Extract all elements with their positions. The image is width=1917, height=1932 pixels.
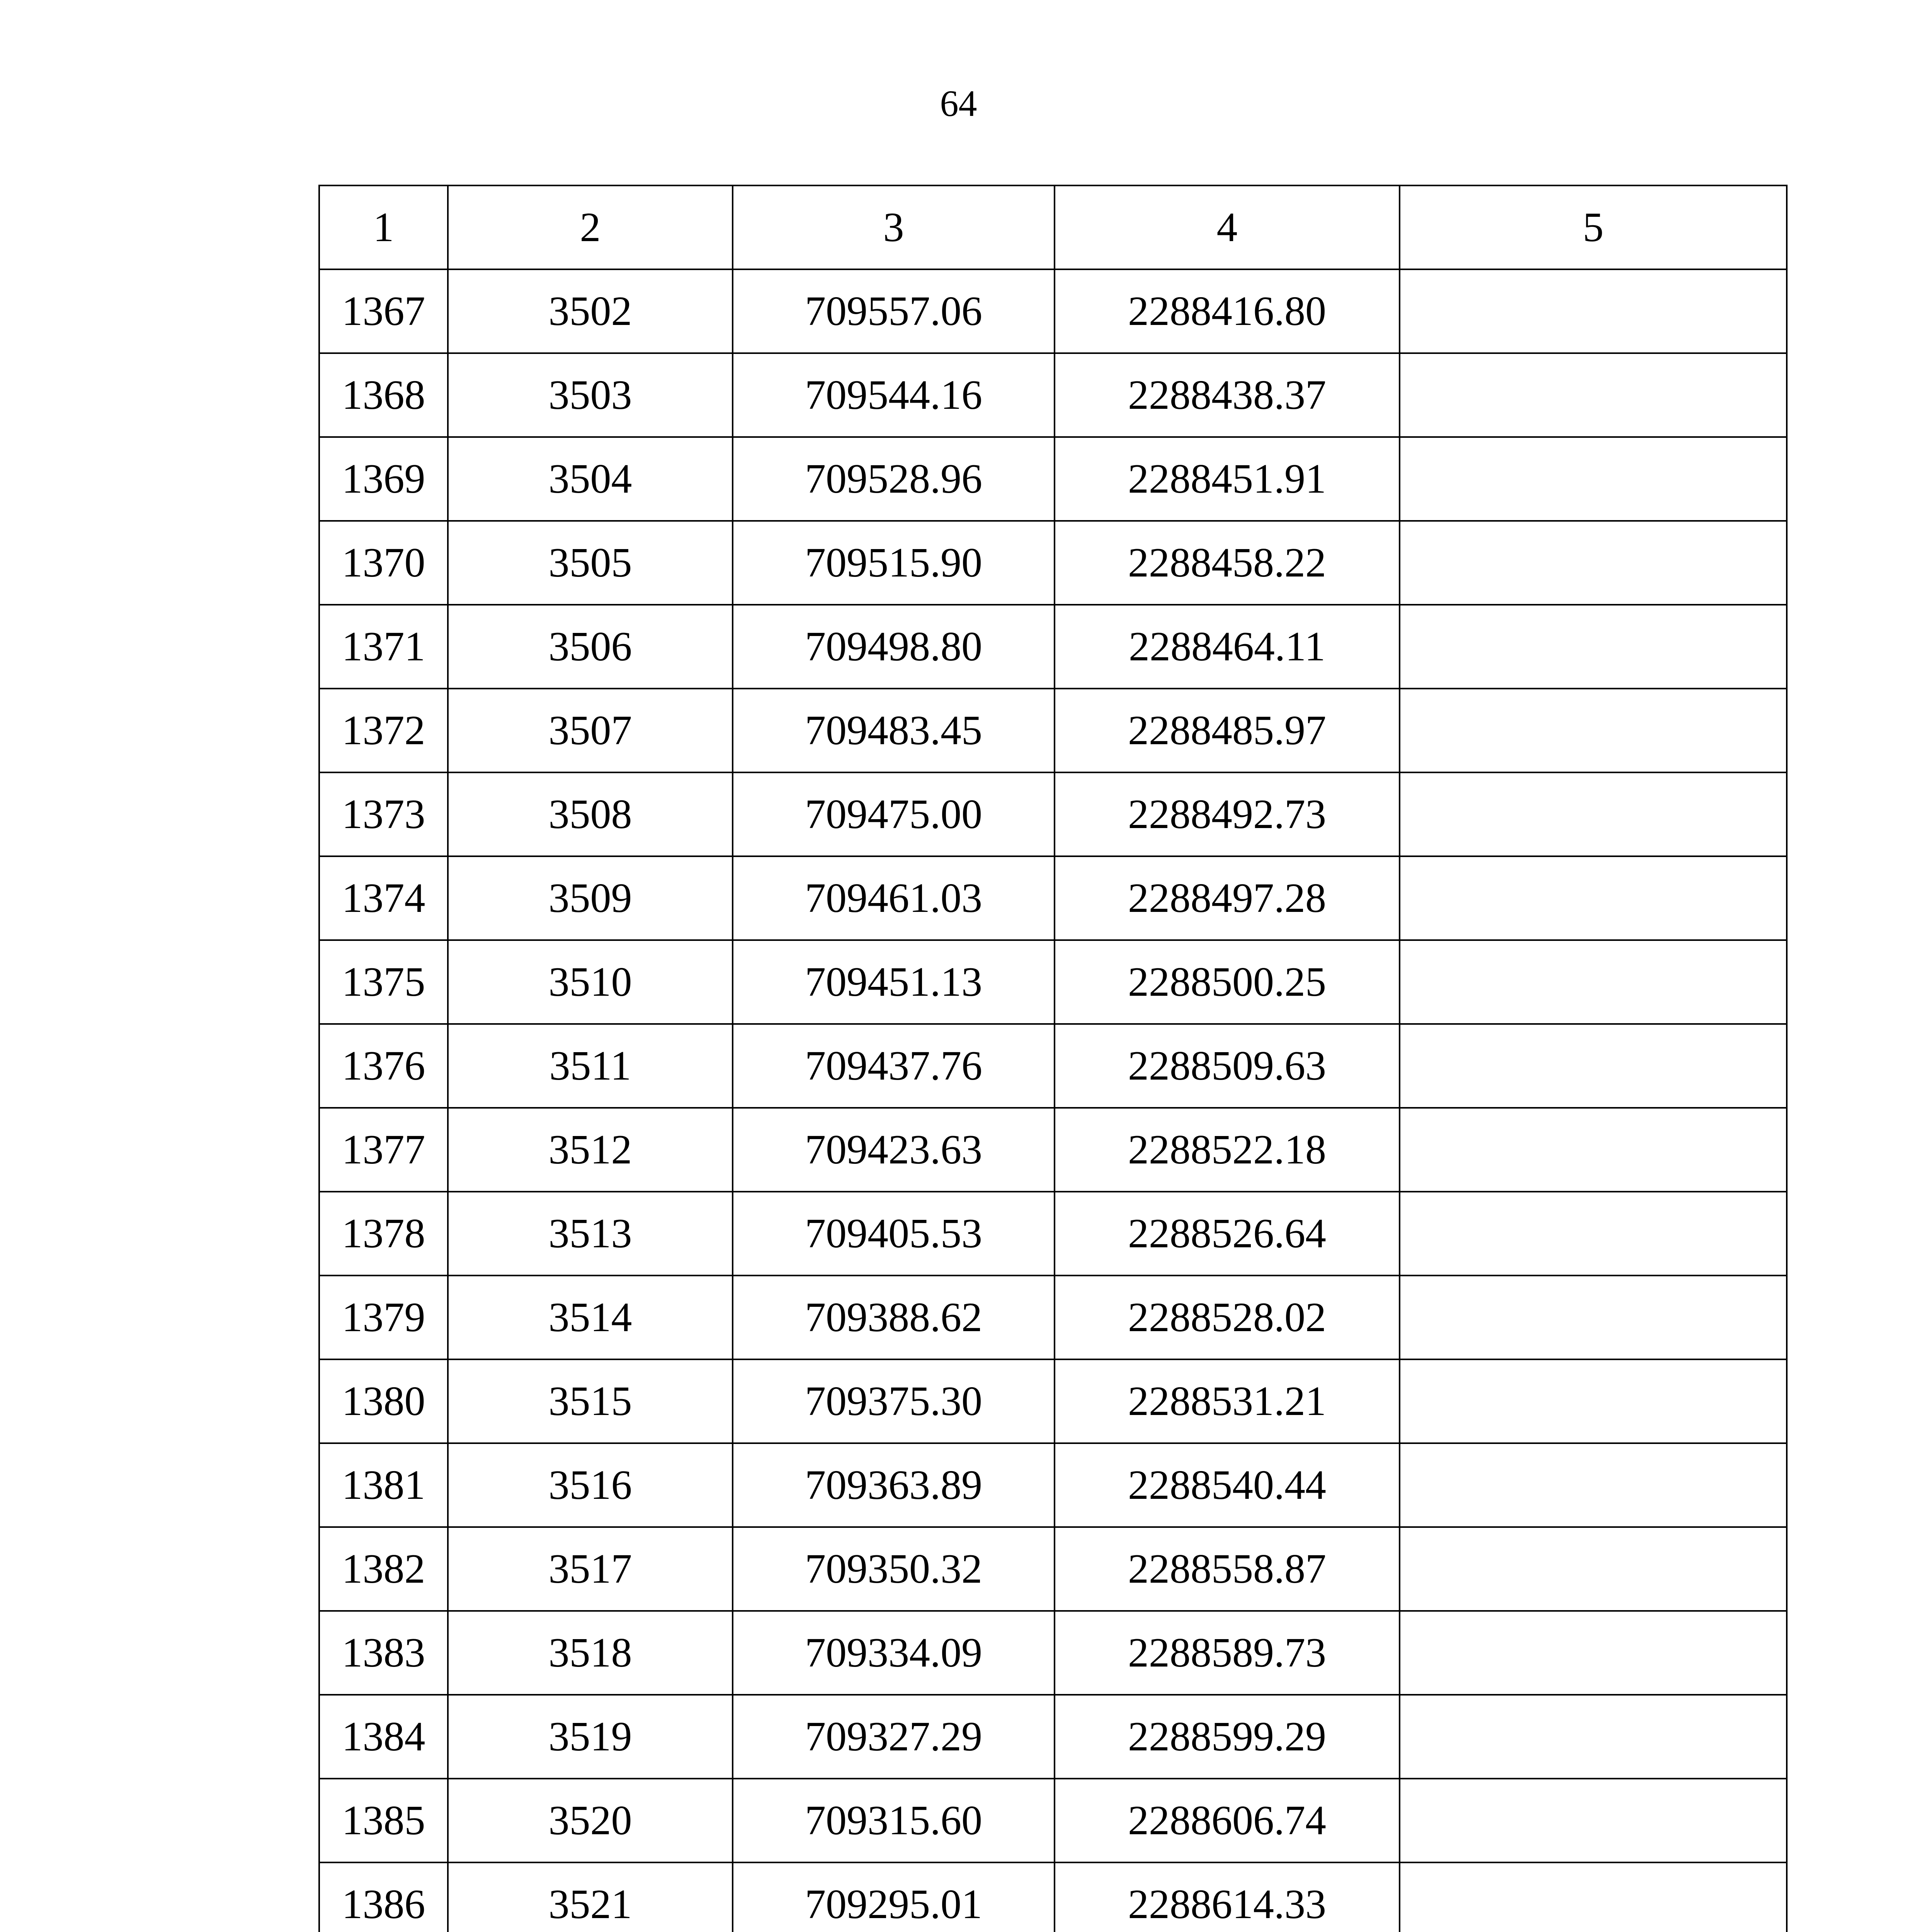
table-cell-col-4: 2288558.87 (1055, 1527, 1400, 1611)
table-cell-col-2: 3510 (448, 940, 733, 1024)
table-cell-col-2: 3508 (448, 772, 733, 856)
table-cell-col-4: 2288522.18 (1055, 1108, 1400, 1192)
table-cell-col-4: 2288464.11 (1055, 605, 1400, 689)
table-cell-col-4: 2288614.33 (1055, 1862, 1400, 1932)
table-cell-col-4: 2288509.63 (1055, 1024, 1400, 1108)
table-cell-col-3: 709437.76 (733, 1024, 1055, 1108)
table-cell-col-2: 3506 (448, 605, 733, 689)
table-cell-col-3: 709295.01 (733, 1862, 1055, 1932)
table-cell-col-2: 3505 (448, 521, 733, 605)
table-cell-col-1: 1373 (319, 772, 448, 856)
table-cell-col-3: 709528.96 (733, 437, 1055, 521)
table-cell-col-5 (1400, 772, 1787, 856)
table-row (319, 521, 1787, 605)
page-number: 64 (940, 83, 977, 124)
table-cell-col-2: 3512 (448, 1108, 733, 1192)
table-cell-col-4: 2288526.64 (1055, 1192, 1400, 1276)
table-cell-col-1: 1369 (319, 437, 448, 521)
table-cell-col-5 (1400, 605, 1787, 689)
table-cell-col-5 (1400, 269, 1787, 353)
table-cell-col-1: 1384 (319, 1695, 448, 1779)
table-cell-col-1: 1370 (319, 521, 448, 605)
table-cell-col-1: 1374 (319, 856, 448, 940)
table-cell-col-4: 2288438.37 (1055, 353, 1400, 437)
table-cell-col-4: 2288531.21 (1055, 1359, 1400, 1443)
table-cell-col-3: 709461.03 (733, 856, 1055, 940)
table-row (319, 1024, 1787, 1108)
table-cell-col-5 (1400, 1276, 1787, 1359)
table-cell-col-1: 1379 (319, 1276, 448, 1359)
table-cell-col-2: 3515 (448, 1359, 733, 1443)
table-row (319, 1359, 1787, 1443)
table-cell-col-3: 709327.29 (733, 1695, 1055, 1779)
table-cell-col-2: 3503 (448, 353, 733, 437)
table-row (319, 269, 1787, 353)
table-cell-col-2: 3518 (448, 1611, 733, 1695)
table-cell-col-5 (1400, 1108, 1787, 1192)
table-cell-col-4: 2288492.73 (1055, 772, 1400, 856)
table-cell-col-2: 3507 (448, 689, 733, 772)
table-cell-col-1: 1372 (319, 689, 448, 772)
table-cell-col-4: 2288416.80 (1055, 269, 1400, 353)
table-cell-col-2: 3514 (448, 1276, 733, 1359)
table-row (319, 1108, 1787, 1192)
table-body (319, 269, 1787, 1932)
table-cell-col-3: 709350.32 (733, 1527, 1055, 1611)
table-cell-col-3: 709498.80 (733, 605, 1055, 689)
table-cell-col-4: 2288500.25 (1055, 940, 1400, 1024)
table-cell-col-2: 3516 (448, 1443, 733, 1527)
table-cell-col-3: 709375.30 (733, 1359, 1055, 1443)
table-cell-col-5 (1400, 940, 1787, 1024)
table-cell-col-3: 709334.09 (733, 1611, 1055, 1695)
table-cell-col-5 (1400, 521, 1787, 605)
table-cell-col-1: 1383 (319, 1611, 448, 1695)
table-cell-col-1: 1375 (319, 940, 448, 1024)
table-row (319, 856, 1787, 940)
table-cell-col-4: 2288458.22 (1055, 521, 1400, 605)
table-cell-col-2: 3509 (448, 856, 733, 940)
table-cell-col-3: 709423.63 (733, 1108, 1055, 1192)
table-cell-col-5 (1400, 1779, 1787, 1862)
table-cell-col-2: 3502 (448, 269, 733, 353)
table-cell-col-1: 1368 (319, 353, 448, 437)
table-row (319, 1276, 1787, 1359)
table-row (319, 772, 1787, 856)
table-row (319, 1443, 1787, 1527)
table-cell-col-4: 2288528.02 (1055, 1276, 1400, 1359)
table-cell-col-2: 3511 (448, 1024, 733, 1108)
table-cell-col-3: 709363.89 (733, 1443, 1055, 1527)
table-cell-col-3: 709451.13 (733, 940, 1055, 1024)
table-cell-col-1: 1386 (319, 1862, 448, 1932)
table-cell-col-1: 1377 (319, 1108, 448, 1192)
table-cell-col-1: 1380 (319, 1359, 448, 1443)
table-row (319, 1779, 1787, 1862)
table-cell-col-2: 3521 (448, 1862, 733, 1932)
table-cell-col-4: 2288589.73 (1055, 1611, 1400, 1695)
table-row (319, 689, 1787, 772)
table-cell-col-3: 709483.45 (733, 689, 1055, 772)
table-cell-col-5 (1400, 1443, 1787, 1527)
table-cell-col-1: 1378 (319, 1192, 448, 1276)
table-cell-col-4: 2288606.74 (1055, 1779, 1400, 1862)
table-row (319, 437, 1787, 521)
table-cell-col-1: 1376 (319, 1024, 448, 1108)
table-cell-col-5 (1400, 1359, 1787, 1443)
table-cell-col-2: 3520 (448, 1779, 733, 1862)
coordinates-table (318, 185, 1788, 1932)
table-cell-col-2: 3513 (448, 1192, 733, 1276)
table-cell-col-3: 709475.00 (733, 772, 1055, 856)
column-header-3: 3 (733, 185, 1055, 269)
table-cell-col-5 (1400, 689, 1787, 772)
table-cell-col-5 (1400, 856, 1787, 940)
table-cell-col-4: 2288599.29 (1055, 1695, 1400, 1779)
table-header-row (319, 185, 1787, 269)
table-cell-col-5 (1400, 1695, 1787, 1779)
table-cell-col-3: 709388.62 (733, 1276, 1055, 1359)
column-header-4: 4 (1055, 185, 1400, 269)
table-cell-col-3: 709405.53 (733, 1192, 1055, 1276)
table-cell-col-3: 709557.06 (733, 269, 1055, 353)
table-row (319, 1192, 1787, 1276)
table-cell-col-5 (1400, 437, 1787, 521)
column-header-5: 5 (1400, 185, 1787, 269)
table-cell-col-1: 1367 (319, 269, 448, 353)
table-row (319, 1611, 1787, 1695)
table-cell-col-1: 1382 (319, 1527, 448, 1611)
table-cell-col-1: 1385 (319, 1779, 448, 1862)
table-cell-col-4: 2288497.28 (1055, 856, 1400, 940)
table-cell-col-4: 2288451.91 (1055, 437, 1400, 521)
table-cell-col-3: 709315.60 (733, 1779, 1055, 1862)
table-cell-col-4: 2288485.97 (1055, 689, 1400, 772)
table-cell-col-4: 2288540.44 (1055, 1443, 1400, 1527)
table-row (319, 605, 1787, 689)
table-cell-col-2: 3519 (448, 1695, 733, 1779)
table-row (319, 353, 1787, 437)
table-cell-col-2: 3517 (448, 1527, 733, 1611)
table-cell-col-1: 1381 (319, 1443, 448, 1527)
table-cell-col-5 (1400, 1611, 1787, 1695)
table-row (319, 940, 1787, 1024)
table-cell-col-3: 709544.16 (733, 353, 1055, 437)
table-cell-col-2: 3504 (448, 437, 733, 521)
table-row (319, 1695, 1787, 1779)
table-cell-col-5 (1400, 1024, 1787, 1108)
table-row (319, 1862, 1787, 1932)
table-cell-col-5 (1400, 1862, 1787, 1932)
column-header-2: 2 (448, 185, 733, 269)
column-header-1: 1 (319, 185, 448, 269)
table-cell-col-5 (1400, 1192, 1787, 1276)
table-row (319, 1527, 1787, 1611)
table-cell-col-5 (1400, 1527, 1787, 1611)
table-cell-col-3: 709515.90 (733, 521, 1055, 605)
table-cell-col-1: 1371 (319, 605, 448, 689)
table-cell-col-5 (1400, 353, 1787, 437)
